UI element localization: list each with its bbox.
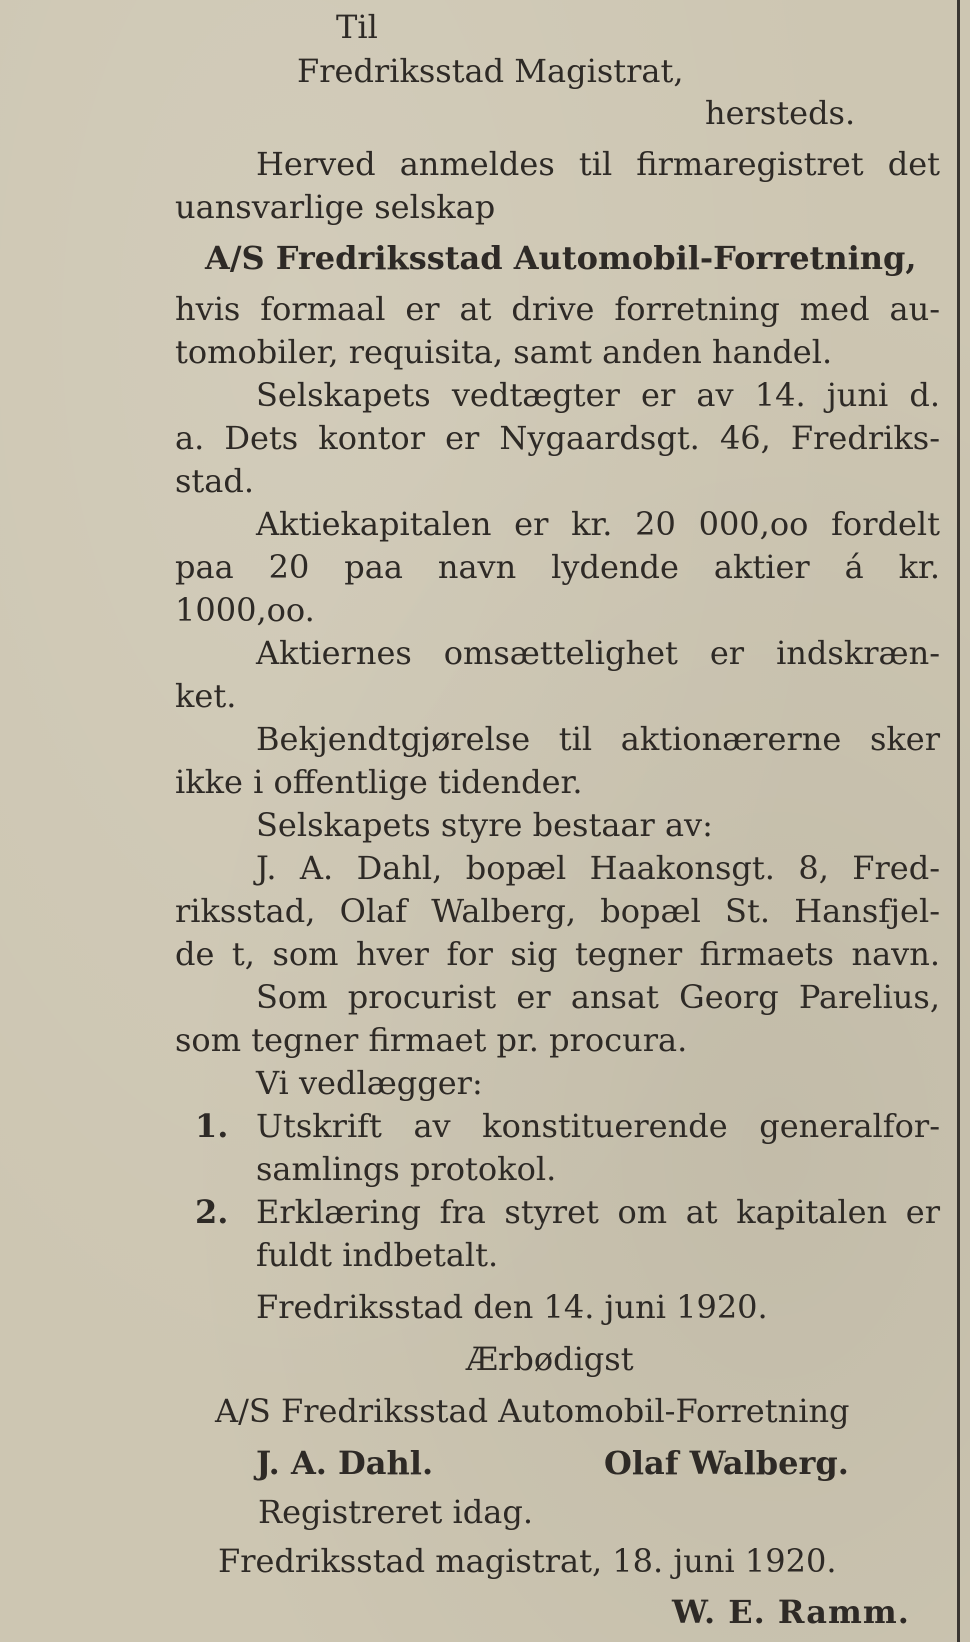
- announcement-line-2: ikke i offentlige tidender.: [175, 763, 583, 801]
- intro-line-1: Herved anmeldes til firmaregistret det: [256, 145, 940, 183]
- announcement-line-1: Bekjendtgjørelse til aktionærerne sker: [256, 720, 940, 758]
- enclosures-heading: Vi vedlægger:: [256, 1064, 483, 1102]
- capital-line-1: Aktiekapitalen er kr. 20 000,oo fordelt: [256, 505, 940, 543]
- registration-text: Registreret idag.: [258, 1493, 533, 1531]
- statutes-line-3: stad.: [175, 462, 255, 500]
- enclosure-number: 1.: [195, 1107, 229, 1145]
- closing: Ærbødigst: [466, 1340, 634, 1378]
- enclosure-number: 2.: [195, 1193, 229, 1231]
- board-line-1: J. A. Dahl, bopæl Haakonsgt. 8, Fred-: [256, 849, 940, 887]
- registration-authority: Fredriksstad magistrat, 18. juni 1920.: [218, 1542, 837, 1580]
- registration-official: W. E. Ramm.: [672, 1593, 910, 1631]
- board-heading: Selskapets styre bestaar av:: [256, 806, 713, 844]
- capital-line-2: paa 20 paa navn lydende aktier á kr.: [175, 548, 940, 586]
- statutes-line-2: a. Dets kontor er Nygaardsgt. 46, Fredriks-: [175, 419, 940, 457]
- board-line-3: de t, som hver for sig tegner firmaets navn.: [175, 935, 940, 973]
- enclosure-line: Utskrift av konstituerende generalfor-: [256, 1107, 940, 1145]
- statutes-line-1: Selskapets vedtægter er av 14. juni d.: [256, 376, 940, 414]
- purpose-line-2: tomobiler, requisita, samt anden handel.: [175, 333, 833, 371]
- signer-2: Olaf Walberg.: [604, 1444, 849, 1482]
- enclosure-line: fuldt indbetalt.: [256, 1236, 499, 1274]
- procurist-line-1: Som procurist er ansat Georg Parelius,: [256, 978, 940, 1016]
- board-line-2: riksstad, Olaf Walberg, bopæl St. Hansfjel-: [175, 892, 940, 930]
- capital-line-3: 1000,oo.: [175, 591, 315, 629]
- addressee-name: Fredriksstad Magistrat,: [297, 52, 684, 90]
- company-name-heading: A/S Fredriksstad Automobil-Forretning,: [205, 239, 917, 277]
- transferability-line-2: ket.: [175, 677, 237, 715]
- transferability-line-1: Aktiernes omsættelighet er indskræn-: [256, 634, 940, 672]
- enclosure-line: Erklæring fra styret om at kapitalen er: [256, 1193, 940, 1231]
- intro-line-2: uansvarlige selskap: [175, 188, 496, 226]
- addressee-til: Til: [336, 8, 378, 46]
- signer-1: J. A. Dahl.: [256, 1444, 434, 1482]
- procurist-line-2: som tegner firmaet pr. procura.: [175, 1021, 688, 1059]
- signature-company: A/S Fredriksstad Automobil-Forretning: [215, 1392, 850, 1430]
- dateline: Fredriksstad den 14. juni 1920.: [256, 1288, 768, 1326]
- enclosure-line: samlings protokol.: [256, 1150, 557, 1188]
- purpose-line-1: hvis formaal er at drive forretning med au-: [175, 290, 940, 328]
- addressee-place: hersteds.: [705, 94, 856, 132]
